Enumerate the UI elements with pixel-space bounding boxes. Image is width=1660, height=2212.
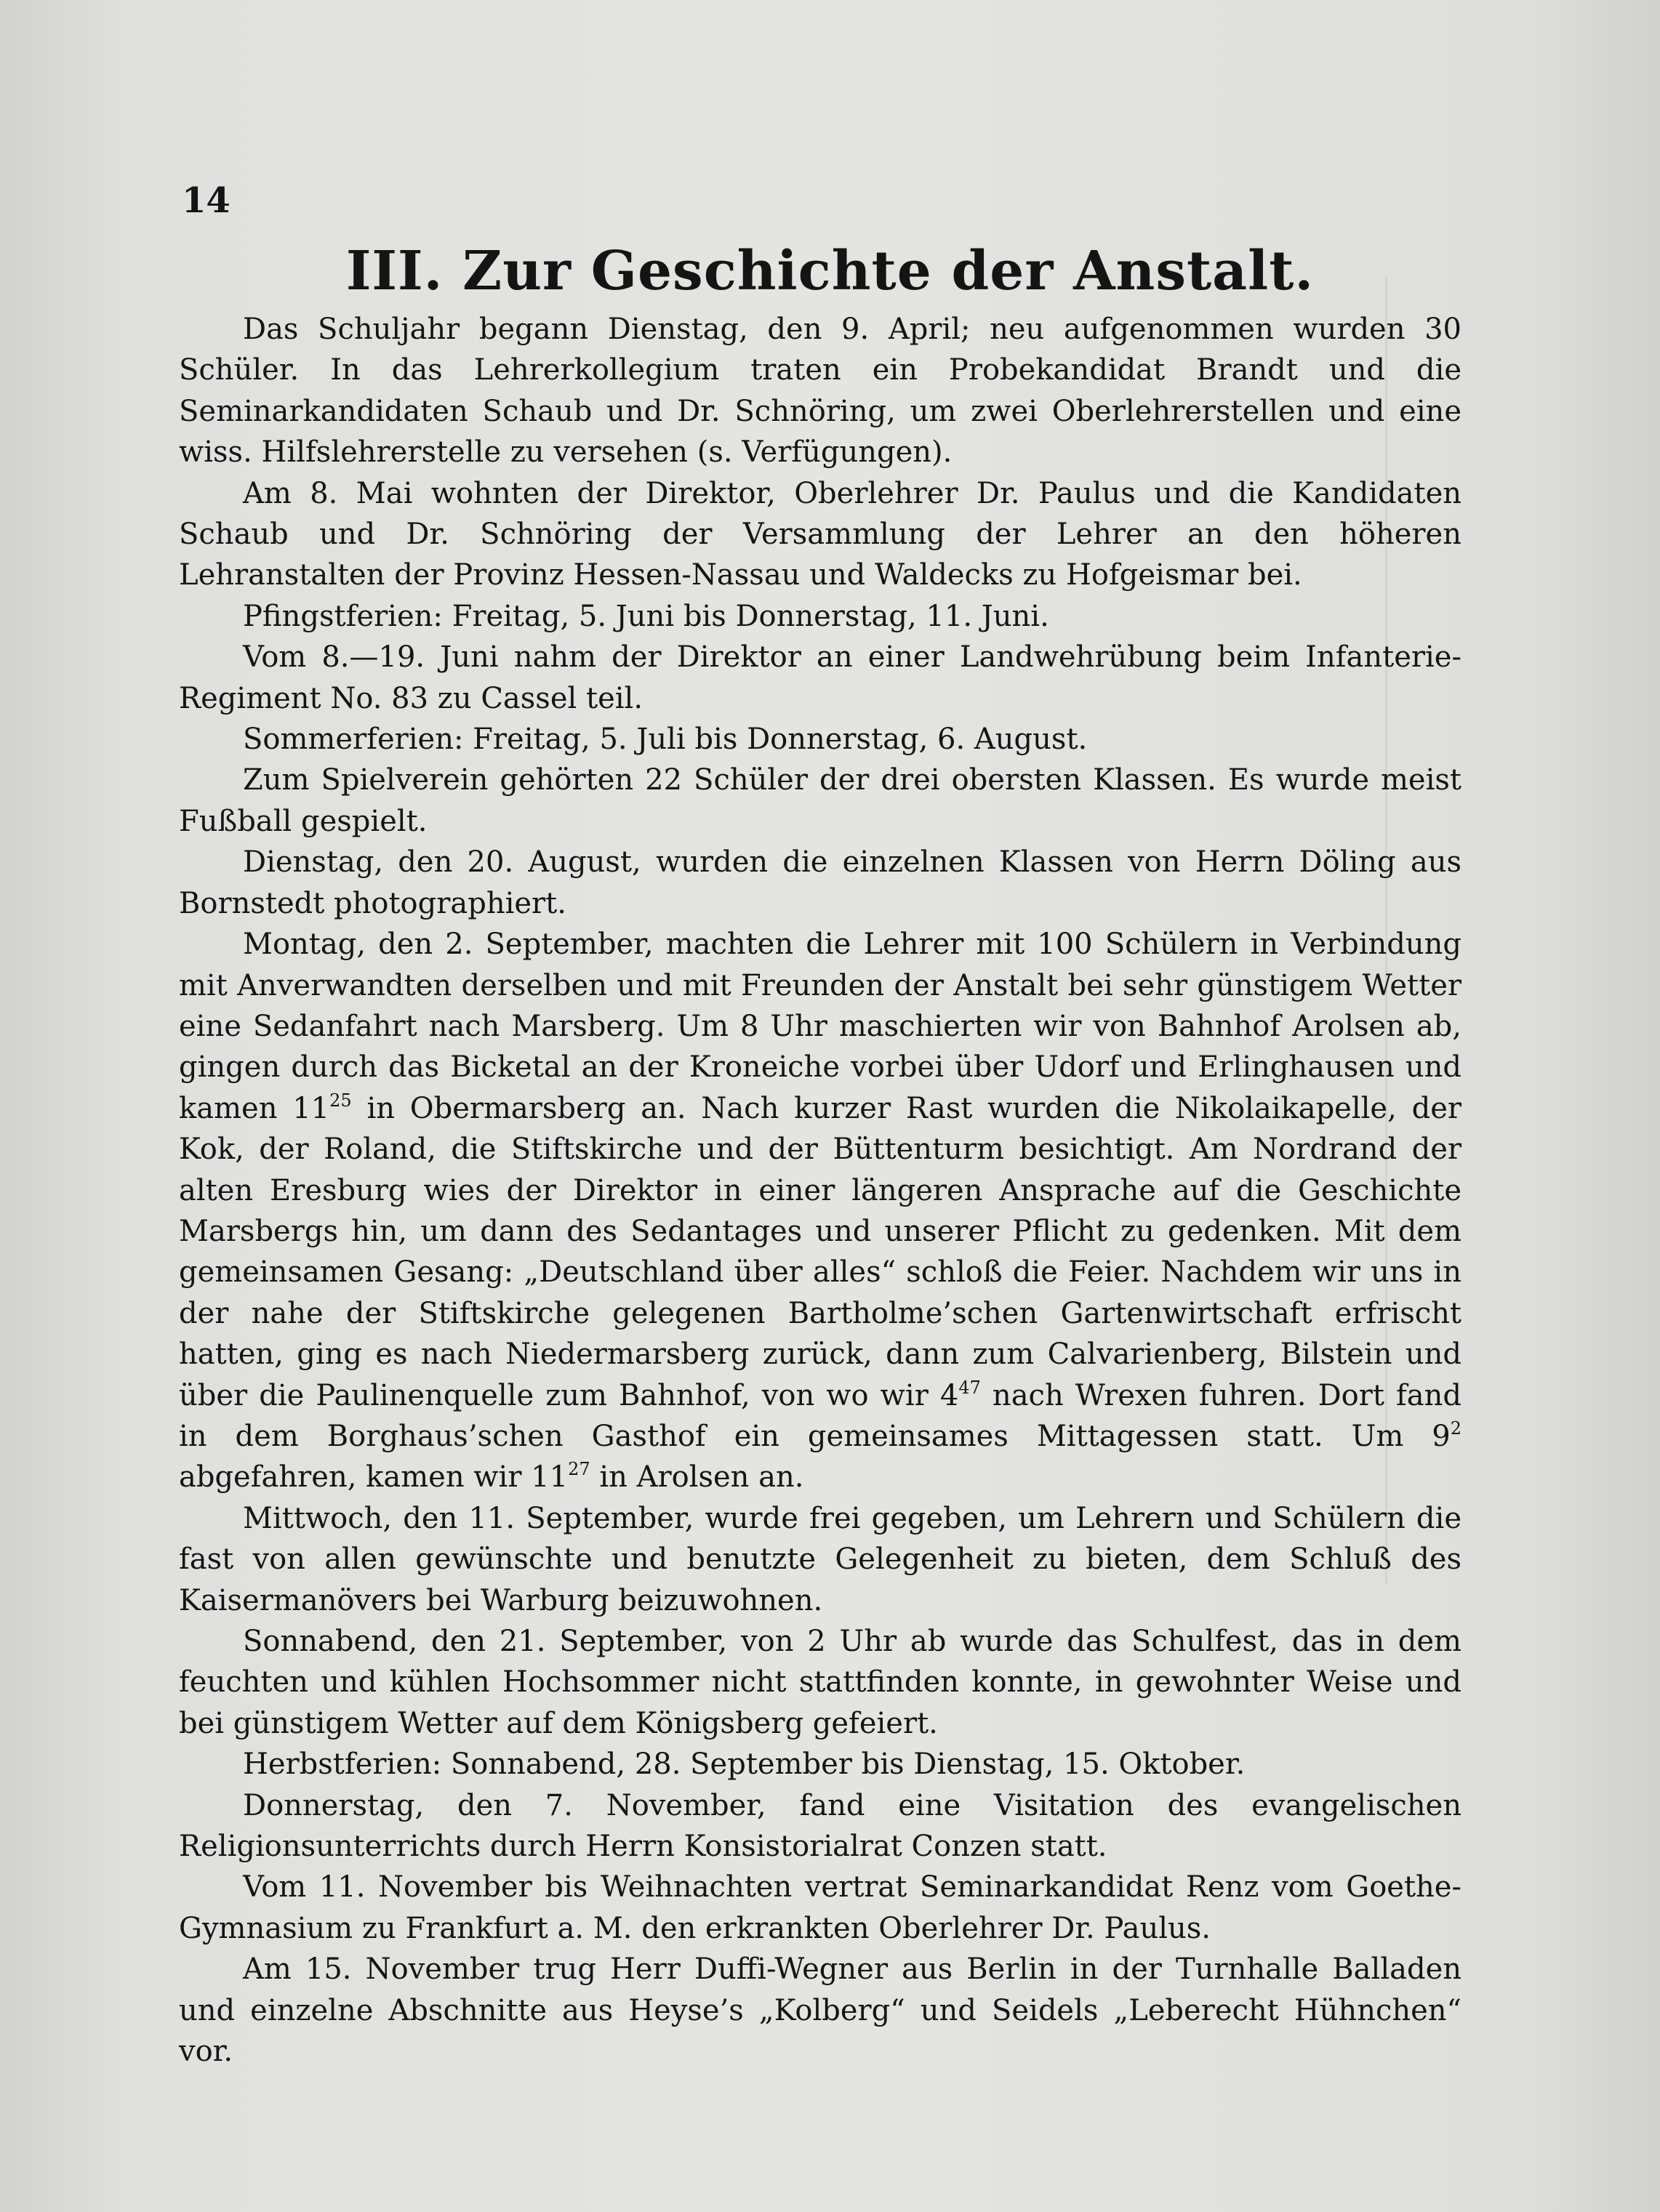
sedan-text-4: abgefahren, kamen wir 11 — [179, 1460, 569, 1495]
paragraph-sommerferien: Sommerferien: Freitag, 5. Juli bis Donnerstag, 6. August. — [243, 723, 1088, 757]
page-number: 14 — [182, 180, 230, 221]
paragraph-landwehruebung: Vom 8.—19. Juni nahm der Direktor an einer Landwehrübung beim Infanterie-Regiment No. 83 zu Cassel teil. — [179, 640, 1461, 715]
sedan-text-1: Montag, den 2. September, machten die Lehrer mit 100 Schülern in Verbindung mit Anverwandten derselben und mit Freunden der Anstalt bei sehr günstigem Wetter eine Sedanfahrt nach Marsberg. Um 8 Uhr maschierten wir von Bahnhof Arolsen ab, gingen durch das Bicketal an der Kroneiche vorbei über Udorf und Erlinghausen und kamen 11 — [179, 928, 1461, 1125]
paragraph-kaisermanoever: Mittwoch, den 11. September, wurde frei gegeben, um Lehrern und Schülern die fast von allen gewünschte und benutzte Gelegenheit zu bieten, dem Schluß des Kaisermanövers bei Warburg beizuwohnen. — [179, 1501, 1461, 1617]
paragraph-spielverein: Zum Spielverein gehörten 22 Schüler der drei obersten Klassen. Es wurde meist Fußball gespielt. — [179, 763, 1461, 838]
paragraph-sedanfahrt — [179, 924, 1461, 1498]
time-superscript: 47 — [958, 1377, 981, 1398]
sedan-text-5: in Arolsen an. — [590, 1460, 804, 1495]
time-superscript: 27 — [568, 1459, 590, 1480]
sedan-text-2: in Obermarsberg an. Nach kurzer Rast wurden die Nikolaikapelle, der Kok, der Roland, die Stiftskirche und der Büttenturm besichtigt. Am Nordrand der alten Eresburg wies der Direktor in einer längeren Ansprache auf die Geschichte Marsbergs hin, um dann des Sedantages und unserer Pflicht zu gedenken. Mit dem gemeinsamen Gesang: „Deutschland über alles“ schloß die Feier. Nachdem wir uns in der nahe der Stiftskirche gelegenen Bartholme’schen Gartenwirtschaft erfrischt hatten, ging es nach Niedermarsberg zurück, dann zum Calvarienberg, Bilstein und über die Paulinenquelle zum Bahnhof, von wo wir 4 — [179, 1091, 1461, 1412]
body-text — [179, 309, 1461, 2072]
time-superscript: 2 — [1450, 1417, 1461, 1439]
paragraph-balladen: Am 15. November trug Herr Duffi-Wegner aus Berlin in der Turnhalle Balladen und einzelne Abschnitte aus Heyse’s „Kolberg“ und Seidels „Leberecht Hühnchen“ vor. — [179, 1952, 1461, 2069]
paragraph-photographiert: Dienstag, den 20. August, wurden die einzelnen Klassen von Herrn Döling aus Bornstedt photographiert. — [179, 845, 1461, 920]
paragraph-visitation: Donnerstag, den 7. November, fand eine Visitation des evangelischen Religionsunterrichts durch Herrn Konsistorialrat Conzen statt. — [179, 1788, 1461, 1864]
time-superscript: 25 — [329, 1090, 352, 1111]
paragraph-vertretung: Vom 11. November bis Weihnachten vertrat Seminarkandidat Renz vom Goethe-Gymnasium zu Frankfurt a. M. den erkrankten Oberlehrer Dr. Paulus. — [179, 1870, 1461, 1945]
paragraph-pfingstferien: Pfingstferien: Freitag, 5. Juni bis Donnerstag, 11. Juni. — [243, 599, 1049, 633]
paragraph-schulfest: Sonnabend, den 21. September, von 2 Uhr ab wurde das Schulfest, das in dem feuchten und kühlen Hochsommer nicht stattfinden konnte, in gewohnter Weise und bei günstigem Wetter auf dem Königsberg gefeiert. — [179, 1625, 1461, 1740]
paragraph-herbstferien: Herbstferien: Sonnabend, 28. September bis Dienstag, 15. Oktober. — [243, 1748, 1246, 1782]
sedan-text-3: nach Wrexen fuhren. Dort fand in dem Borghaus’schen Gasthof ein gemeinsames Mittagessen statt. Um 9 — [179, 1378, 1461, 1453]
paragraph-school-year: Das Schuljahr begann Dienstag, den 9. April; neu aufgenommen wurden 30 Schüler. In das Lehrerkollegium traten ein Probekandidat Brandt und die Seminarkandidaten Schaub und Dr. Schnöring, um zwei Oberlehrerstellen und eine wiss. Hilfslehrerstelle zu versehen (s. Verfügungen). — [179, 313, 1461, 470]
section-heading: III. Zur Geschichte der Anstalt. — [345, 240, 1315, 302]
paragraph-hofgeismar: Am 8. Mai wohnten der Direktor, Oberlehrer Dr. Paulus und die Kandidaten Schaub und Dr. Schnöring der Versammlung der Lehrer an den höheren Lehranstalten der Provinz Hessen-Nassau und Waldecks zu Hofgeismar bei. — [179, 476, 1461, 592]
